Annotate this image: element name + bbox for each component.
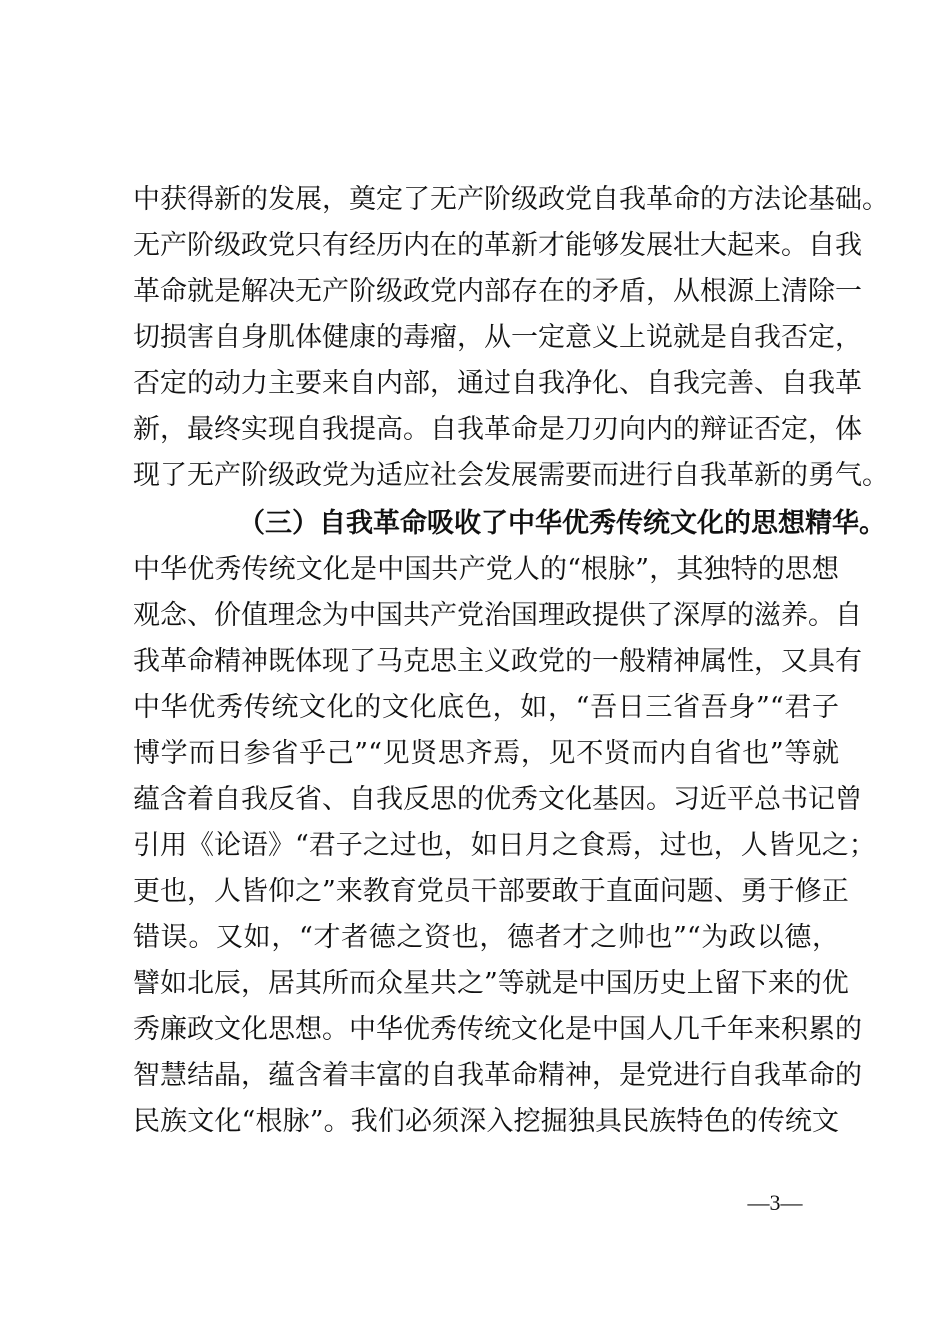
text-line: 否定的动力主要来自内部，通过自我净化、自我完善、自我革 — [133, 368, 862, 399]
text-line: 我革命精神既体现了马克思主义政党的一般精神属性，又具有 — [133, 646, 862, 677]
text-line: 更也，人皆仰之”来教育党员干部要敢于直面问题、勇于修正 — [133, 876, 849, 907]
text-line: 引用《论语》“君子之过也，如日月之食焉，过也，人皆见之； — [133, 830, 876, 861]
text-line: 观念、价值理念为中国共产党治国理政提供了深厚的滋养。自 — [133, 600, 862, 631]
text-line: 智慧结晶，蕴含着丰富的自我革命精神，是党进行自我革命的 — [133, 1060, 862, 1091]
text-line: 革命就是解决无产阶级政党内部存在的矛盾，从根源上清除一 — [133, 276, 862, 307]
text-line: 中华优秀传统文化的文化底色，如，“吾日三省吾身”“君子 — [133, 692, 839, 723]
text-line: 切损害自身肌体健康的毒瘤，从一定意义上说就是自我否定， — [133, 322, 862, 353]
text-line: 无产阶级政党只有经历内在的革新才能够发展壮大起来。自我 — [133, 230, 862, 261]
text-line: 民族文化“根脉”。我们必须深入挖掘独具民族特色的传统文 — [133, 1106, 839, 1137]
text-line: 譬如北辰，居其所而众星共之”等就是中国历史上留下来的优 — [133, 968, 849, 999]
text-line: 秀廉政文化思想。中华优秀传统文化是中国人几千年来积累的 — [133, 1014, 862, 1045]
text-line: 中获得新的发展，奠定了无产阶级政党自我革命的方法论基础。 — [133, 184, 889, 215]
text-line: 现了无产阶级政党为适应社会发展需要而进行自我革新的勇气。 — [133, 460, 889, 491]
text-line: 中华优秀传统文化是中国共产党人的“根脉”，其独特的思想 — [133, 554, 839, 585]
text-line: 博学而日参省乎己”“见贤思齐焉，见不贤而内自省也”等就 — [133, 738, 839, 769]
section-heading: （三）自我革命吸收了中华优秀传统文化的思想精华。 — [238, 508, 886, 539]
text-line: 蕴含着自我反省、自我反思的优秀文化基因。习近平总书记曾 — [133, 784, 862, 815]
text-line: 新，最终实现自我提高。自我革命是刀刃向内的辩证否定，体 — [133, 414, 862, 445]
page-number: —3— — [747, 1190, 803, 1215]
text-line: 错误。又如，“才者德之资也，德者才之帅也”“为政以德， — [133, 922, 839, 953]
